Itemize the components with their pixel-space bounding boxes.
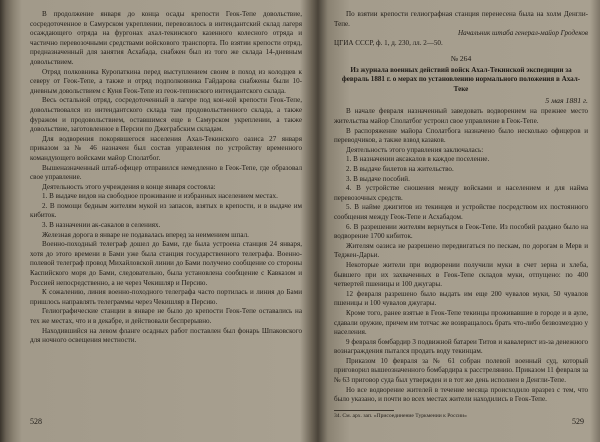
paragraph: 9 февраля бомбардир 3 подвижной батареи Титов и кавалерист из-за денежного вознаграждения пытался продать воду текинцам. xyxy=(334,337,588,356)
right-page xyxy=(334,0,588,442)
right-page-text xyxy=(334,10,588,405)
footnote-rule xyxy=(334,410,394,411)
paragraph: 6. В разрешении жителям вернуться в Геок-Тепе. Из пособий раздано было на водворение 1700 кибиток. xyxy=(334,222,588,241)
paragraph: Находившийся на левом фланге осадных работ поставлен был фонарь Шпаковского для ночного освещения местности. xyxy=(30,326,302,345)
paragraph: 3. В назначении ак-сакалов в селениях. xyxy=(42,221,161,230)
paragraph: В распоряжение майора Сполатбога назначено было несколько офицеров и переводчиков, а также взвод казаков. xyxy=(334,126,588,145)
paragraph: Вышеназначенный штаб-офицер отправился немедленно в Геок-Тепе, где образовал свое управление. xyxy=(30,163,302,182)
paragraph: Отряд полковника Куропаткина перед выступлением своим в поход из колодцев к северу от Геок-Тепе, а также и отряд подполковника Гайдарова снабжены были 10-дневным довольствием с Куня Геок-Тепе из геок-тепинского интендантского склада. xyxy=(30,67,302,95)
page-number: 528 xyxy=(30,417,42,426)
paragraph: К сожалению, линия военно-походного телеграфа часто портилась и линия до Бами пришлось направлять телеграммы через Чекишляр в Персию. xyxy=(30,288,302,306)
paragraph: Деятельность этого учреждения в конце января состояла: xyxy=(42,182,216,191)
paragraph: По взятии крепости гелиографная станция перенесена была на холм Денгли-Тепе. xyxy=(334,10,588,28)
paragraph: 4. В устройстве сношения между войсками и населением и для найма перевозочных средств. xyxy=(334,184,588,202)
document-number: № 264 xyxy=(450,54,472,64)
page-number: 529 xyxy=(572,417,584,426)
paragraph: Деятельность этого управления заключалась: xyxy=(346,145,484,154)
paragraph: В продолжение января до конца осады крепости Геок-Тепе довольствие, сосредоточенное в Самурском укреплении, перевозилось в интендантский склад лагеря осаждающего отряда на фургонах ахал-текинского казенного колесного отряда и частично перевозочными средствами войскового транспорта. По взятии крепости отряд, предназначенный для занятия Асхабада, снабжен был из того же склада 14-дневным довольствием. xyxy=(30,10,302,66)
paragraph: 3. В выдаче пособий. xyxy=(346,174,410,183)
paragraph: 12 февраля разрешено было выдать им еще 200 чувалов муки, 50 чувалов пшеницы и 100 чувалов джугары. xyxy=(334,289,588,308)
paragraph: Гелиографические станции в январе не было до крепости Геок-Тепе оставались на тех же местах, что и в декабре, и действовали беспрерывно. xyxy=(30,307,302,325)
paragraph: 2. В помощи бедным жителям мукой из запасов, взятых в крепости, и в выдаче им кибиток. xyxy=(30,201,302,220)
paragraph: Для водворения покорявшегося населения Ахал-Текинского оазиса 27 января приказом за № 46 назначен был состав управления по устройству временного командующего войсками майор Сполатбог. xyxy=(30,134,302,162)
signature: Начальник штаба генерал-майор Гродеков xyxy=(458,29,588,38)
archive-reference: ЦГИА СССР, ф. 1, д. 230, лл. 2—50. xyxy=(334,38,443,47)
paragraph: Некоторые жители при водворении получили муки в счет зерна и хлеба, бывшего при их захваченных в Геок-Тепе складов муки, отпущено: по 400 четвертей пшеницы и 100 джугары. xyxy=(334,260,588,289)
left-page-text xyxy=(30,10,302,346)
document-heading: Из журнала военных действий войск Ахал-Текинской экспедиции за февраль 1881 г. о мерах по установлению нормального положения в Ахал-Теке xyxy=(341,65,581,93)
paragraph: Железная дорога в январе не подавалась вперед за неимением шпал. xyxy=(42,230,249,239)
paragraph: В начале февраля назначенный заведовать водворением на прежнее место жительства майор Сполатбог устроил свое управление в Геок-Тепе. xyxy=(334,107,588,126)
left-page xyxy=(30,0,302,442)
paragraph: Военно-походный телеграф дошел до Бами, где была устроена станция 24 января, хотя до этого времени в Бами уже была станция государственного телеграфа. Военно-полевой телеграф провод Михайловской линии до Бами получено сообщение со стороны Каспийского моря до Бами, следовательно, была установлена сообщение с Кавказом и Россией непосредственно, а не через Чекишляр и Персию. xyxy=(30,240,302,287)
paragraph: 2. В выдаче билетов на жительство. xyxy=(346,165,454,174)
paragraph: Но все водворение жителей в течение месяца происходило вразрез с тем, что было указано, и почти во всех местах жители находились в Геок-Тепе. xyxy=(334,385,588,404)
paragraph: 5. В найме джигитов из текинцев и устройстве посредством их постоянного сообщения между Геок-Тепе и Асхабадом. xyxy=(334,203,588,221)
paragraph: 1. В назначении аксакалов в каждое поселение. xyxy=(346,155,490,164)
paragraph: Весь остальной отряд, сосредоточенный в лагере под кон-кой крепости Геок-Тепе, довольствовался из интендантского склада там продовольственного склада, а также фуражом и продовольствием, оставшимся еще в Самурском укреплении, а также довольствие, заготовленное в Персии по Джеграбским складам. xyxy=(30,96,302,134)
document-date: 5 мая 1881 г. xyxy=(545,95,588,105)
paragraph: 1. В выдаче видов на свободное проживание и избранных населением местах. xyxy=(42,192,278,201)
paragraph: Приказом 10 февраля за № 61 собран полевой военный суд, который приговорил вышеозначенного бомбардира к расстрелянию. Приказом 11 февраля за № 63 приговор суда был утвержден и в тот же день исполнен в Денгли-Тепе. xyxy=(334,356,588,385)
footnote: 34. См. арх. зап. «Присоединение Туркмении к России» xyxy=(334,413,467,419)
paragraph: Жителям оазиса не разрешено передвигаться по пескам, по дорогам в Мерв и Теджен-Дарьи. xyxy=(334,241,588,260)
paragraph: Кроме того, ранее взятые в Геок-Тепе текинцы проживавшие в городе и в ауле, сдавали оружие, причем им тотчас же возвращалось брать что-либо безвозмездно у населения. xyxy=(334,308,588,337)
